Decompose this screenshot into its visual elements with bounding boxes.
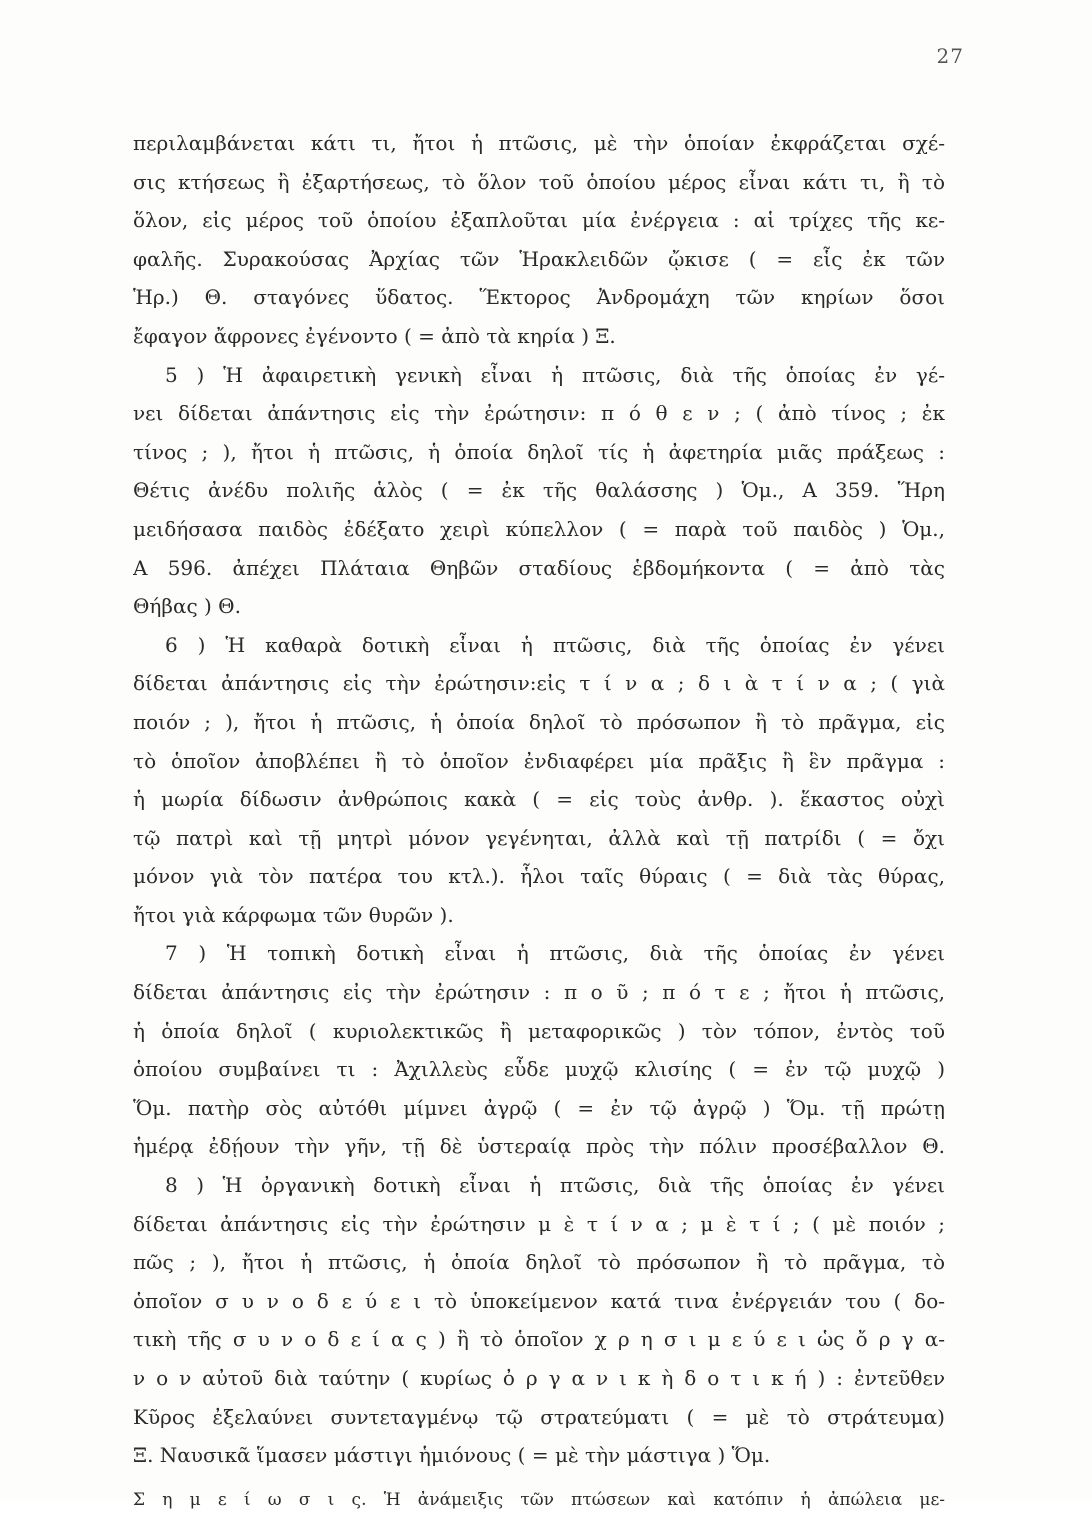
text-line: Ἡρ.) Θ. σταγόνες ὕδατος. Ἕκτορος Ἀνδρομάχη τῶν κηρίων ὅσοι bbox=[133, 285, 945, 310]
text-line: περιλαμβάνεται κάτι τι, ἤτοι ἡ πτῶσις, μὲ τὴν ὁποίαν ἐκφράζεται σχέ- bbox=[133, 131, 945, 155]
text-line: ποιόν ; ), ἤτοι ἡ πτῶσις, ἡ ὁποία δηλοῖ τὸ πρόσωπον ἢ τὸ πρᾶγμα, εἰς bbox=[133, 709, 945, 734]
text-line: ὅλον, εἰς μέρος τοῦ ὁποίου ἐξαπλοῦται μία ἐνέργεια : αἱ τρίχες τῆς κε- bbox=[133, 208, 945, 233]
text-line: ἤτοι γιὰ κάρφωμα τῶν θυρῶν ). bbox=[133, 902, 454, 927]
text-line: δίδεται ἀπάντησις εἰς τὴν ἐρώτησιν:εἰς τ ί ν α ; δ ι ὰ τ ί ν α ; ( γιὰ bbox=[133, 671, 945, 696]
text-line: 7 ) Ἡ τοπικὴ δοτικὴ εἶναι ἡ πτῶσις, διὰ τῆς ὁποίας ἐν γένει bbox=[165, 941, 945, 966]
text-line: 8 ) Ἡ ὀργανικὴ δοτικὴ εἶναι ἡ πτῶσις, διὰ τῆς ὁποίας ἐν γένει bbox=[165, 1173, 945, 1198]
text-line: τικὴ τῆς σ υ ν ο δ ε ί α ς ) ἢ τὸ ὁποῖον χ ρ η σ ι μ ε ύ ε ι ὡς ὄ ρ γ α- bbox=[133, 1327, 945, 1352]
text-line: ἡ μωρία δίδωσιν ἀνθρώποις κακὰ ( = εἰς τοὺς ἀνθρ. ). ἕκαστος οὐχὶ bbox=[133, 787, 945, 812]
text-line: Ξ. Ναυσικᾶ ἵμασεν μάστιγι ἡμιόνους ( = μὲ τὴν μάστιγα ) Ὅμ. bbox=[133, 1443, 771, 1468]
text-line: ὁποῖον σ υ ν ο δ ε ύ ε ι τὸ ὑποκείμενον κατά τινα ἐνέργειάν του ( δο- bbox=[133, 1288, 945, 1313]
text-line: Ὅμ. πατὴρ σὸς αὐτόθι μίμνει ἀγρῷ ( = ἐν τῷ ἀγρῷ ) Ὅμ. τῇ πρώτῃ bbox=[133, 1095, 945, 1120]
text-line: μόνον γιὰ τὸν πατέρα του κτλ.). ἧλοι ταῖς θύραις ( = διὰ τὰς θύρας, bbox=[133, 864, 945, 889]
text-line: Α 596. ἀπέχει Πλάταια Θηβῶν σταδίους ἑβδομήκοντα ( = ἀπὸ τὰς bbox=[133, 555, 945, 580]
text-line: μειδήσασα παιδὸς ἐδέξατο χειρὶ κύπελλον ( = παρὰ τοῦ παιδὸς ) Ὁμ., bbox=[133, 516, 945, 541]
text-line: τῷ πατρὶ καὶ τῇ μητρὶ μόνον γεγένηται, ἀλλὰ καὶ τῇ πατρίδι ( = ὄχι bbox=[133, 825, 945, 850]
body-text bbox=[133, 124, 945, 1519]
text-line: νει δίδεται ἀπάντησις εἰς τὴν ἐρώτησιν: π ό θ ε ν ; ( ἀπὸ τίνος ; ἐκ bbox=[133, 401, 945, 426]
text-line: 5 ) Ἡ ἀφαιρετικὴ γενικὴ εἶναι ἡ πτῶσις, διὰ τῆς ὁποίας ἐν γέ- bbox=[165, 362, 945, 387]
text-line: τὸ ὁποῖον ἀποβλέπει ἢ τὸ ὁποῖον ἐνδιαφέρει μία πρᾶξις ἢ ἓν πρᾶγμα : bbox=[133, 748, 945, 773]
text-line: σις κτήσεως ἢ ἐξαρτήσεως, τὸ ὅλον τοῦ ὁποίου μέρος εἶναι κάτι τι, ἢ τὸ bbox=[133, 169, 945, 194]
text-line: φαλῆς. Συρακούσας Ἀρχίας τῶν Ἡρακλειδῶν ᾤκισε ( = εἷς ἐκ τῶν bbox=[133, 246, 945, 271]
page-number: 27 bbox=[936, 44, 964, 68]
text-line: ὁποίου συμβαίνει τι : Ἀχιλλεὺς εὗδε μυχῷ κλισίης ( = ἐν τῷ μυχῷ ) bbox=[133, 1057, 945, 1082]
text-line: δίδεται ἀπάντησις εἰς τὴν ἐρώτησιν μ ὲ τ ί ν α ; μ ὲ τ ί ; ( μὲ ποιόν ; bbox=[133, 1211, 945, 1236]
text-line: Θέτις ἀνέδυ πολιῆς ἁλὸς ( = ἐκ τῆς θαλάσσης ) Ὁμ., Α 359. Ἥρη bbox=[133, 478, 945, 503]
text-line: ἡ ὁποία δηλοῖ ( κυριολεκτικῶς ἢ μεταφορικῶς ) τὸν τόπον, ἐντὸς τοῦ bbox=[133, 1018, 945, 1043]
text-line: τίνος ; ), ἤτοι ἡ πτῶσις, ἡ ὁποία δηλοῖ τίς ἡ ἀφετηρία μιᾶς πράξεως : bbox=[133, 439, 945, 464]
text-line: δίδεται ἀπάντησις εἰς τὴν ἐρώτησιν : π ο ῦ ; π ό τ ε ; ἤτοι ἡ πτῶσις, bbox=[133, 980, 945, 1005]
text-line: ἔφαγον ἄφρονες ἐγένοντο ( = ἀπὸ τὰ κηρία ) Ξ. bbox=[133, 323, 616, 348]
text-line: Κῦρος ἐξελαύνει συντεταγμένῳ τῷ στρατεύματι ( = μὲ τὸ στράτευμα) bbox=[133, 1404, 945, 1429]
text-line: 6 ) Ἡ καθαρὰ δοτικὴ εἶναι ἡ πτῶσις, διὰ τῆς ὁποίας ἐν γένει bbox=[165, 632, 945, 657]
text-line: Θήβας ) Θ. bbox=[133, 594, 241, 619]
text-line: πῶς ; ), ἤτοι ἡ πτῶσις, ἡ ὁποία δηλοῖ τὸ πρόσωπον ἢ τὸ πρᾶγμα, τὸ bbox=[133, 1250, 945, 1275]
text-line: ν ο ν αὐτοῦ διὰ ταύτην ( κυρίως ὀ ρ γ α ν ι κ ὴ δ ο τ ι κ ή ) : ἐντεῦθεν bbox=[133, 1366, 945, 1390]
text-line: ἡμέρᾳ ἐδῄουν τὴν γῆν, τῇ δὲ ὑστεραίᾳ πρὸς τὴν πόλιν προσέβαλλον Θ. bbox=[133, 1134, 945, 1159]
note-line: Σ η μ ε ί ω σ ι ς. Ἡ ἀνάμειξις τῶν πτώσεων καὶ κατόπιν ἡ ἀπώλεια με- bbox=[133, 1489, 945, 1510]
